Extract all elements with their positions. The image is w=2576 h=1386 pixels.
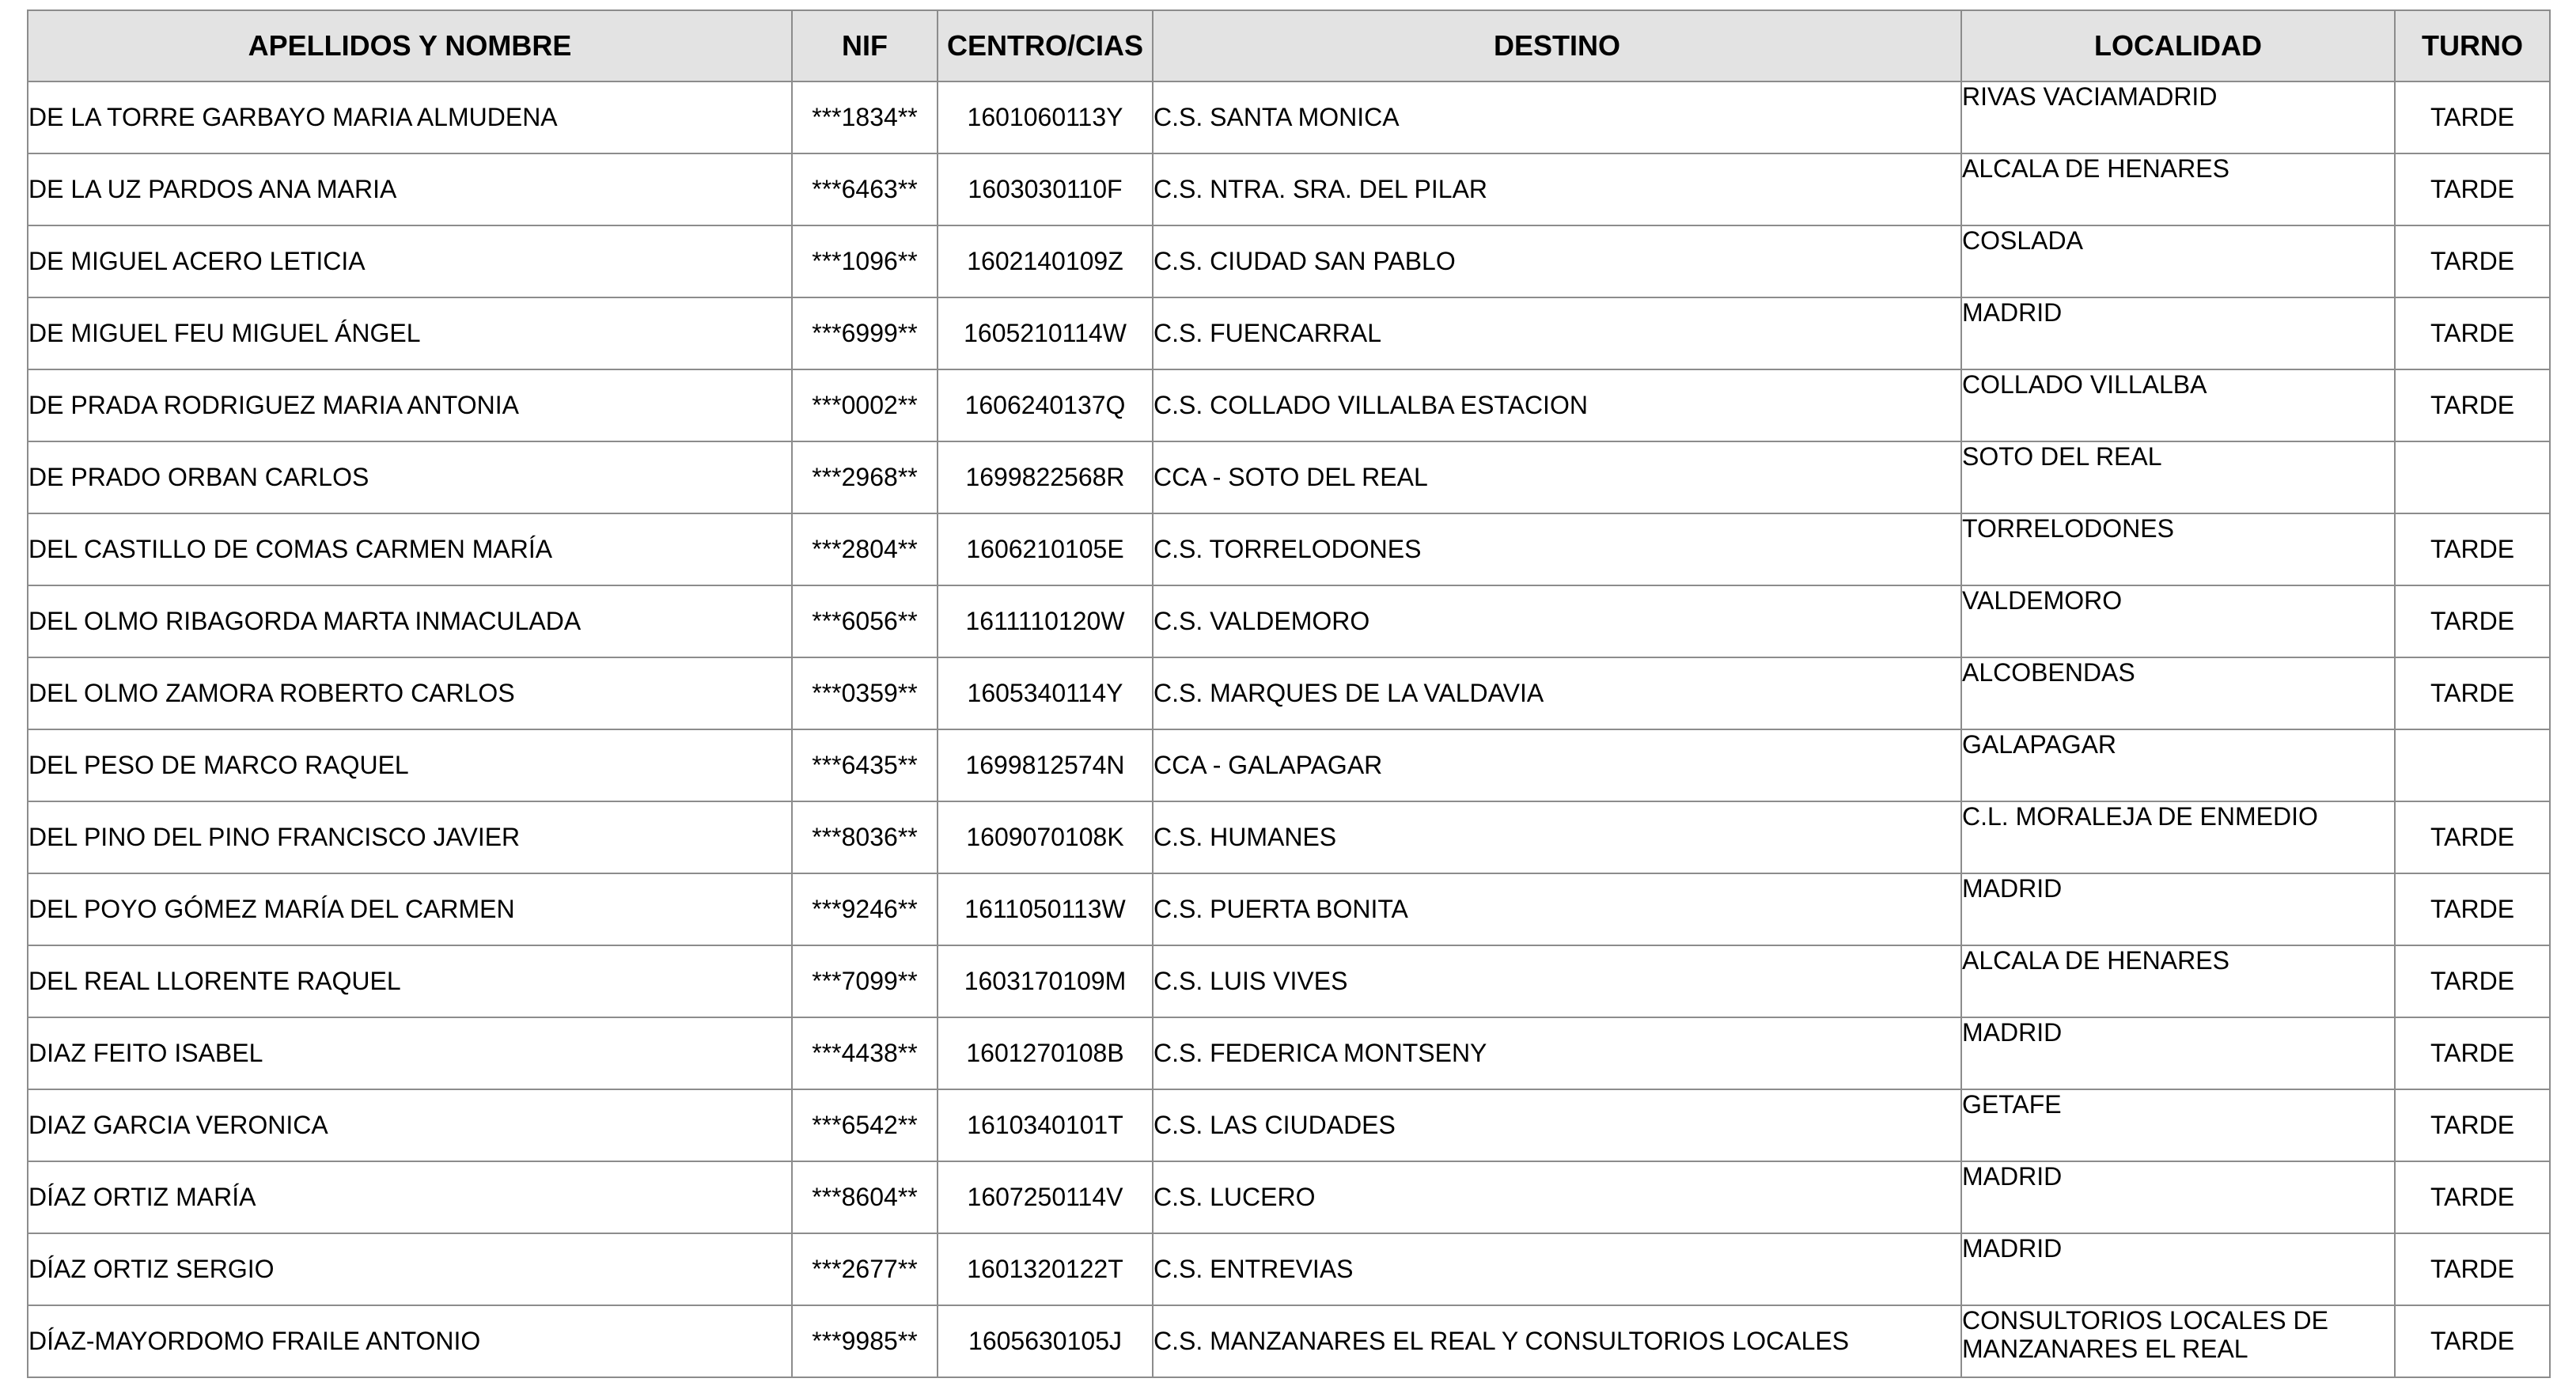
cell-name: DIAZ GARCIA VERONICA (28, 1089, 792, 1161)
localidad-text: ALCOBENDAS (1962, 658, 2135, 687)
cell-destino: C.S. TORRELODONES (1153, 513, 1961, 585)
cell-destino: C.S. LAS CIUDADES (1153, 1089, 1961, 1161)
cell-name: DÍAZ ORTIZ SERGIO (28, 1233, 792, 1305)
cell-destino: C.S. CIUDAD SAN PABLO (1153, 225, 1961, 297)
cell-localidad (1961, 81, 2395, 153)
header-cias: CENTRO/CIAS (938, 10, 1153, 81)
cell-nif: ***6463** (792, 153, 938, 225)
cell-localidad (1961, 585, 2395, 657)
table-row (28, 225, 2550, 297)
cell-name: DEL OLMO ZAMORA ROBERTO CARLOS (28, 657, 792, 729)
cell-nif: ***8036** (792, 801, 938, 873)
cell-destino: C.S. ENTREVIAS (1153, 1233, 1961, 1305)
table-row (28, 153, 2550, 225)
table-row (28, 657, 2550, 729)
cell-turno: TARDE (2395, 225, 2550, 297)
cell-name: DEL PESO DE MARCO RAQUEL (28, 729, 792, 801)
cell-nif: ***1096** (792, 225, 938, 297)
cell-cias: 1605210114W (938, 297, 1153, 369)
cell-cias: 1606210105E (938, 513, 1153, 585)
cell-nif: ***6542** (792, 1089, 938, 1161)
table-body (28, 81, 2550, 1377)
cell-name: DEL CASTILLO DE COMAS CARMEN MARÍA (28, 513, 792, 585)
cell-localidad (1961, 1089, 2395, 1161)
table-row (28, 801, 2550, 873)
cell-nif: ***6056** (792, 585, 938, 657)
table-row (28, 1161, 2550, 1233)
cell-destino: C.S. LUCERO (1153, 1161, 1961, 1233)
cell-turno: TARDE (2395, 801, 2550, 873)
localidad-text: MADRID (1962, 1162, 2063, 1191)
document-page (27, 9, 2549, 1378)
cell-nif: ***7099** (792, 945, 938, 1017)
cell-localidad (1961, 873, 2395, 945)
cell-name: DEL OLMO RIBAGORDA MARTA INMACULADA (28, 585, 792, 657)
cell-nif: ***0359** (792, 657, 938, 729)
localidad-text: GALAPAGAR (1962, 730, 2117, 759)
cell-cias: 1601270108B (938, 1017, 1153, 1089)
cell-destino: CCA - SOTO DEL REAL (1153, 441, 1961, 513)
table-row (28, 945, 2550, 1017)
table-row (28, 369, 2550, 441)
cell-cias: 1610340101T (938, 1089, 1153, 1161)
cell-destino: C.S. HUMANES (1153, 801, 1961, 873)
header-destino: DESTINO (1153, 10, 1961, 81)
cell-turno: TARDE (2395, 945, 2550, 1017)
cell-destino: C.S. MANZANARES EL REAL Y CONSULTORIOS LOCALES (1153, 1305, 1961, 1377)
header-nif: NIF (792, 10, 938, 81)
cell-name: DEL POYO GÓMEZ MARÍA DEL CARMEN (28, 873, 792, 945)
cell-turno (2395, 441, 2550, 513)
table-row (28, 1305, 2550, 1377)
table-row (28, 1089, 2550, 1161)
cell-name: DEL REAL LLORENTE RAQUEL (28, 945, 792, 1017)
table-header-row (28, 10, 2550, 81)
cell-turno: TARDE (2395, 513, 2550, 585)
table-row (28, 1017, 2550, 1089)
header-localidad: LOCALIDAD (1961, 10, 2395, 81)
cell-name: DÍAZ ORTIZ MARÍA (28, 1161, 792, 1233)
cell-turno: TARDE (2395, 1161, 2550, 1233)
cell-turno: TARDE (2395, 657, 2550, 729)
cell-turno: TARDE (2395, 1233, 2550, 1305)
cell-destino: CCA - GALAPAGAR (1153, 729, 1961, 801)
table-row (28, 81, 2550, 153)
cell-localidad (1961, 1233, 2395, 1305)
cell-localidad (1961, 1305, 2395, 1377)
cell-name: DIAZ FEITO ISABEL (28, 1017, 792, 1089)
localidad-text: COLLADO VILLALBA (1962, 370, 2207, 399)
cell-destino: C.S. FUENCARRAL (1153, 297, 1961, 369)
cell-cias: 1602140109Z (938, 225, 1153, 297)
cell-name: DEL PINO DEL PINO FRANCISCO JAVIER (28, 801, 792, 873)
localidad-text: VALDEMORO (1962, 586, 2123, 615)
cell-localidad (1961, 1017, 2395, 1089)
cell-nif: ***0002** (792, 369, 938, 441)
cell-destino: C.S. MARQUES DE LA VALDAVIA (1153, 657, 1961, 729)
cell-localidad (1961, 369, 2395, 441)
cell-destino: C.S. SANTA MONICA (1153, 81, 1961, 153)
header-name: APELLIDOS Y NOMBRE (28, 10, 792, 81)
cell-cias: 1606240137Q (938, 369, 1153, 441)
cell-nif: ***6435** (792, 729, 938, 801)
cell-cias: 1605340114Y (938, 657, 1153, 729)
cell-turno: TARDE (2395, 1017, 2550, 1089)
cell-localidad (1961, 153, 2395, 225)
cell-nif: ***8604** (792, 1161, 938, 1233)
cell-cias: 1699822568R (938, 441, 1153, 513)
localidad-text: COSLADA (1962, 226, 2083, 255)
table-row (28, 873, 2550, 945)
cell-cias: 1699812574N (938, 729, 1153, 801)
table-row (28, 585, 2550, 657)
cell-nif: ***4438** (792, 1017, 938, 1089)
cell-turno: TARDE (2395, 1305, 2550, 1377)
localidad-text: TORRELODONES (1962, 514, 2174, 543)
cell-destino: C.S. FEDERICA MONTSENY (1153, 1017, 1961, 1089)
cell-nif: ***9246** (792, 873, 938, 945)
localidad-text: RIVAS VACIAMADRID (1962, 82, 2218, 111)
cell-turno: TARDE (2395, 585, 2550, 657)
cell-turno: TARDE (2395, 873, 2550, 945)
header-turno: TURNO (2395, 10, 2550, 81)
cell-cias: 1605630105J (938, 1305, 1153, 1377)
cell-turno: TARDE (2395, 297, 2550, 369)
cell-localidad (1961, 801, 2395, 873)
cell-turno: TARDE (2395, 81, 2550, 153)
cell-cias: 1601320122T (938, 1233, 1153, 1305)
table-row (28, 441, 2550, 513)
cell-turno: TARDE (2395, 369, 2550, 441)
cell-localidad (1961, 441, 2395, 513)
cell-name: DE LA TORRE GARBAYO MARIA ALMUDENA (28, 81, 792, 153)
cell-cias: 1611110120W (938, 585, 1153, 657)
cell-localidad (1961, 225, 2395, 297)
cell-localidad (1961, 513, 2395, 585)
cell-name: DE LA UZ PARDOS ANA MARIA (28, 153, 792, 225)
cell-destino: C.S. COLLADO VILLALBA ESTACION (1153, 369, 1961, 441)
table-row (28, 513, 2550, 585)
cell-nif: ***2677** (792, 1233, 938, 1305)
cell-name: DE MIGUEL ACERO LETICIA (28, 225, 792, 297)
cell-nif: ***6999** (792, 297, 938, 369)
cell-nif: ***2804** (792, 513, 938, 585)
cell-nif: ***2968** (792, 441, 938, 513)
cell-localidad (1961, 945, 2395, 1017)
table-row (28, 729, 2550, 801)
cell-turno: TARDE (2395, 153, 2550, 225)
cell-name: DE PRADO ORBAN CARLOS (28, 441, 792, 513)
cell-destino: C.S. PUERTA BONITA (1153, 873, 1961, 945)
localidad-text: MADRID (1962, 1018, 2063, 1047)
localidad-text: CONSULTORIOS LOCALES DE MANZANARES EL REAL (1962, 1306, 2328, 1363)
localidad-text: MADRID (1962, 1234, 2063, 1263)
cell-turno: TARDE (2395, 1089, 2550, 1161)
cell-destino: C.S. NTRA. SRA. DEL PILAR (1153, 153, 1961, 225)
cell-localidad (1961, 1161, 2395, 1233)
cell-cias: 1603170109M (938, 945, 1153, 1017)
cell-localidad (1961, 657, 2395, 729)
localidad-text: ALCALA DE HENARES (1962, 154, 2229, 183)
cell-cias: 1611050113W (938, 873, 1153, 945)
cell-nif: ***9985** (792, 1305, 938, 1377)
localidad-text: C.L. MORALEJA DE ENMEDIO (1962, 802, 2318, 831)
cell-cias: 1607250114V (938, 1161, 1153, 1233)
localidad-text: MADRID (1962, 874, 2063, 903)
cell-cias: 1603030110F (938, 153, 1153, 225)
localidad-text: MADRID (1962, 298, 2063, 327)
cell-name: DE MIGUEL FEU MIGUEL ÁNGEL (28, 297, 792, 369)
cell-nif: ***1834** (792, 81, 938, 153)
localidad-text: SOTO DEL REAL (1962, 442, 2162, 471)
assignments-table (27, 9, 2551, 1378)
cell-cias: 1601060113Y (938, 81, 1153, 153)
localidad-text: ALCALA DE HENARES (1962, 946, 2229, 975)
cell-turno (2395, 729, 2550, 801)
table-row (28, 297, 2550, 369)
cell-cias: 1609070108K (938, 801, 1153, 873)
cell-destino: C.S. LUIS VIVES (1153, 945, 1961, 1017)
table-row (28, 1233, 2550, 1305)
cell-localidad (1961, 729, 2395, 801)
cell-localidad (1961, 297, 2395, 369)
cell-name: DÍAZ-MAYORDOMO FRAILE ANTONIO (28, 1305, 792, 1377)
localidad-text: GETAFE (1962, 1090, 2062, 1119)
cell-name: DE PRADA RODRIGUEZ MARIA ANTONIA (28, 369, 792, 441)
cell-destino: C.S. VALDEMORO (1153, 585, 1961, 657)
